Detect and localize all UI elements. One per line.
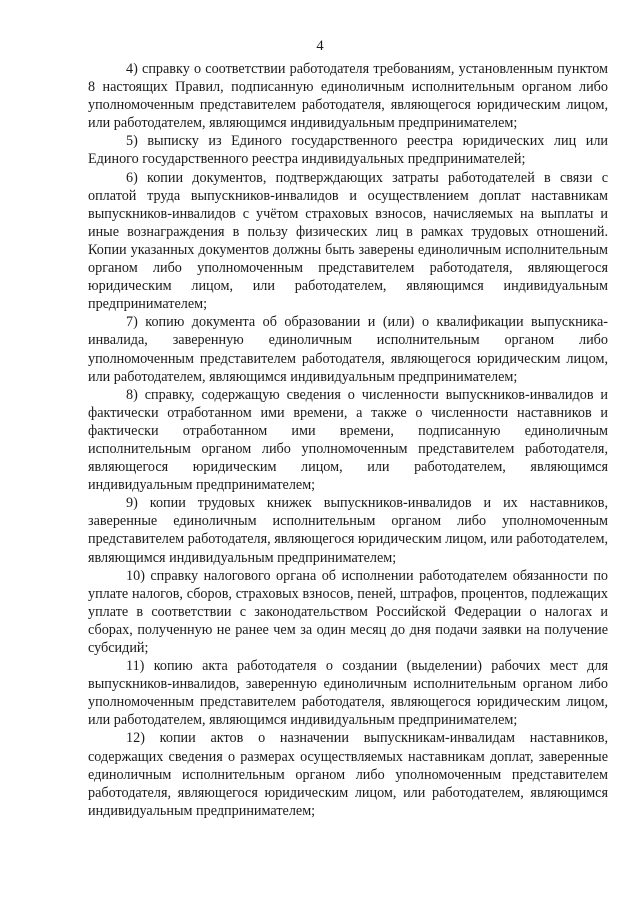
paragraph-item-12: 12) копии актов о назначении выпускникам-инвалидам наставников, содержащих сведения о размерах осуществляемых наставникам доплат, заверенные единоличным исполнительным органом либо уполномоченным представителем работодателя, являющегося юридическим лицом, или работодателем, являющимся индивидуальным предпринимателем; — [88, 730, 608, 819]
page-number: 4 — [316, 38, 324, 54]
paragraph-item-11: 11) копию акта работодателя о создании (выделении) рабочих мест для выпускников-инвалидов, заверенную единоличным исполнительным органом либо уполномоченным представителем работодателя, являющегося юридическим лицом, или работодателем, являющимся индивидуальным предпринимателем; — [88, 658, 608, 729]
paragraph-item-8: 8) справку, содержащую сведения о численности выпускников-инвалидов и фактически отработанном ими времени, а также о численности наставников и фактически отработанном ими времени, подписанную единоличным исполнительным органом либо уполномоченным представителем работодателя, являющегося юридическим лицом, или работодателем, являющимся индивидуальным предпринимателем; — [88, 386, 608, 494]
document-body — [88, 60, 608, 820]
paragraph-item-10: 10) справку налогового органа об исполнении работодателем обязанности по уплате налогов, сборов, страховых взносов, пеней, штрафов, процентов, подлежащих уплате в соответствии с законодательством Российской Федерации о налогах и сборах, полученную не ранее чем за один месяц до дня подачи заявки на получение субсидий; — [88, 567, 608, 656]
paragraph-item-4: 4) справку о соответствии работодателя требованиям, установленным пунктом 8 настоящих Правил, подписанную единоличным исполнительным органом либо уполномоченным представителем работодателя, являющегося юридическим лицом, или работодателем, являющимся индивидуальным предпринимателем; — [88, 61, 608, 132]
paragraph-item-5: 5) выписку из Единого государственного реестра юридических лиц или Единого государственного реестра индивидуальных предпринимателей; — [88, 133, 608, 168]
paragraph-item-9: 9) копии трудовых книжек выпускников-инвалидов и их наставников, заверенные единоличным исполнительным органом либо уполномоченным представителем работодателя, являющегося юридическим лицом, или работодателем, являющимся индивидуальным предпринимателем; — [88, 495, 608, 566]
paragraph-item-7: 7) копию документа об образовании и (или) о квалификации выпускника-инвалида, заверенную единоличным исполнительным органом либо уполномоченным представителем работодателя, являющегося юридическим лицом, или работодателем, являющимся индивидуальным предпринимателем; — [88, 314, 608, 385]
paragraph-item-6: 6) копии документов, подтверждающих затраты работодателей в связи с оплатой труда выпускников-инвалидов и осуществлением доплат наставникам выпускников-инвалидов с учётом страховых взносов, начисляемых на выплаты и иные вознаграждения в пользу физических лиц в рамках трудовых отношений. Копии указанных документов должны быть заверены единоличным исполнительным органом либо уполномоченным представителем работодателя, являющегося юридическим лицом, или работодателем, являющимся индивидуальным предпринимателем; — [88, 169, 608, 313]
